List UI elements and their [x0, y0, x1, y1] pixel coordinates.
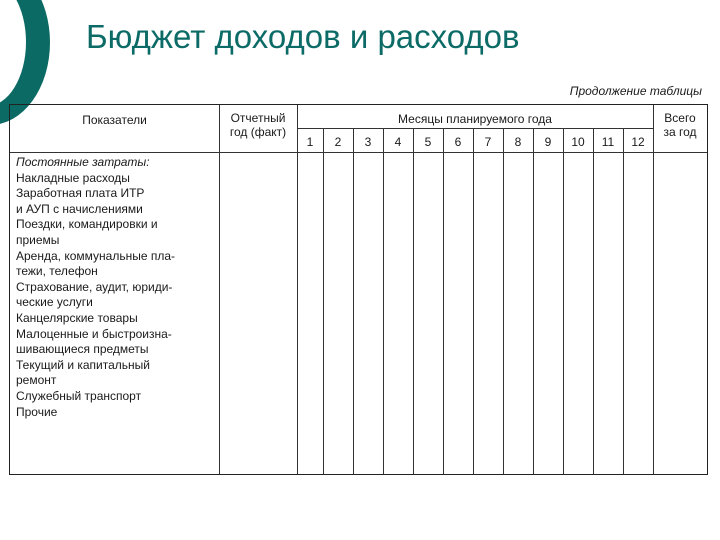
indicator-row: Прочие [16, 404, 58, 419]
month-number: 2 [334, 135, 342, 149]
months-header-separator [297, 128, 653, 129]
month-number: 5 [424, 135, 432, 149]
month-divider [353, 128, 354, 474]
indicator-row: приемы [16, 232, 60, 247]
indicator-row: Текущий и капитальный [16, 357, 150, 372]
month-number: 10 [571, 135, 585, 149]
month-divider [473, 128, 474, 474]
month-divider [593, 128, 594, 474]
month-number: 11 [601, 135, 615, 149]
indicator-row: тежи, телефон [16, 264, 98, 279]
page-title: Бюджет доходов и расходов [86, 18, 520, 55]
month-divider [533, 128, 534, 474]
col-divider [297, 105, 298, 474]
indicator-group-heading: Постоянные затраты: [16, 155, 150, 169]
header-total-line2: за год [663, 125, 697, 139]
indicator-row: Заработная плата ИТР [16, 186, 145, 201]
month-divider [563, 128, 564, 474]
indicator-row: ремонт [16, 373, 57, 388]
month-number: 3 [364, 135, 372, 149]
header-reported-year-line2: год (факт) [229, 125, 287, 139]
budget-table [9, 104, 708, 475]
month-number: 6 [454, 135, 462, 149]
header-reported-year [219, 111, 297, 139]
month-divider [443, 128, 444, 474]
month-number: 9 [544, 135, 552, 149]
header-total [653, 111, 707, 139]
indicator-row: Страхование, аудит, юриди- [16, 279, 173, 294]
indicator-row: Канцелярские товары [16, 310, 138, 325]
indicator-row: Поездки, командировки и [16, 217, 158, 232]
indicator-row: Аренда, коммунальные пла- [16, 248, 175, 263]
indicator-row: шивающиеся предметы [16, 342, 149, 357]
month-number: 12 [631, 135, 645, 149]
month-divider [503, 128, 504, 474]
indicator-row: Накладные расходы [16, 170, 130, 185]
col-divider [653, 105, 654, 474]
month-number: 4 [394, 135, 402, 149]
month-divider [323, 128, 324, 474]
indicator-row: Служебный транспорт [16, 388, 142, 403]
month-number: 1 [306, 135, 314, 149]
header-reported-year-line1: Отчетный [230, 111, 286, 125]
month-number: 8 [514, 135, 522, 149]
indicator-list [16, 155, 175, 420]
month-number: 7 [484, 135, 492, 149]
indicator-row: и АУП с начислениями [16, 201, 143, 216]
month-divider [623, 128, 624, 474]
header-indicators: Показатели [82, 113, 147, 127]
indicator-row: ческие услуги [16, 295, 93, 310]
header-months: Месяцы планируемого года [398, 112, 552, 126]
month-divider [413, 128, 414, 474]
month-divider [383, 128, 384, 474]
header-separator [10, 152, 707, 153]
indicator-row: Малоценные и быстроизна- [16, 326, 172, 341]
table-continuation-note: Продолжение таблицы [569, 84, 702, 98]
col-divider [219, 105, 220, 474]
header-total-line1: Всего [664, 111, 696, 125]
